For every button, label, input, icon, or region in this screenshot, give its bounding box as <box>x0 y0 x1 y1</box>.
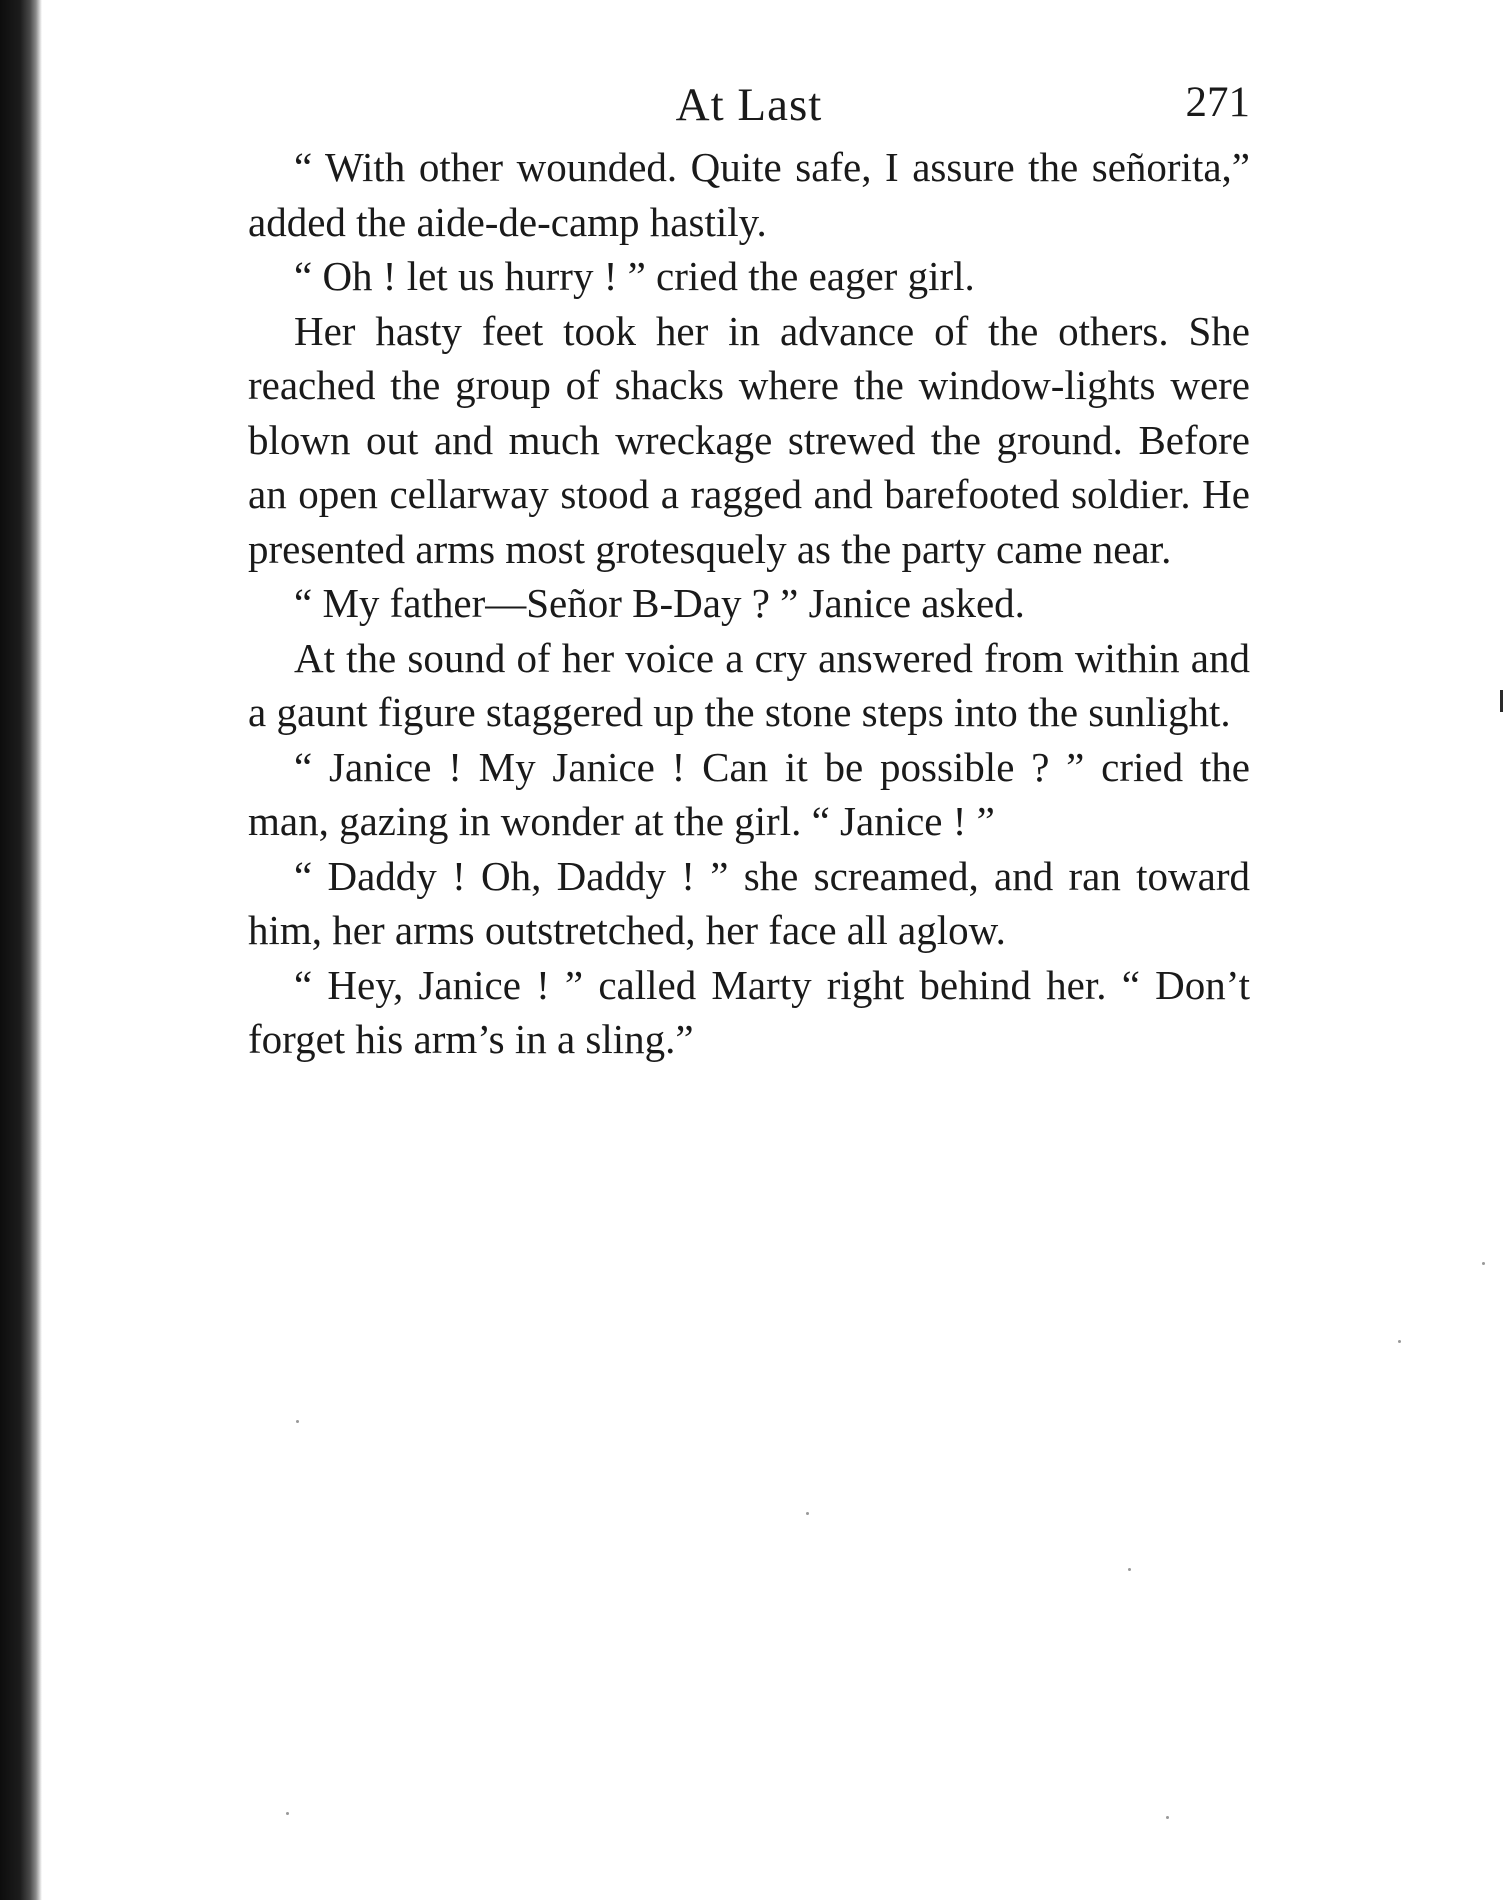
paragraph: At the sound of her voice a cry answered from within and a gaunt figure staggered up the stone steps into the sunlight. <box>248 634 1250 735</box>
book-binding-edge <box>0 0 42 1900</box>
book-page <box>248 78 1250 1067</box>
paper-speck <box>806 1512 809 1515</box>
paragraph: “ Hey, Janice ! ” called Marty right behind her. “ Don’t forget his arm’s in a sling.” <box>248 961 1250 1062</box>
running-head <box>248 78 1250 138</box>
paper-speck <box>296 1420 299 1423</box>
margin-mark <box>1500 690 1503 712</box>
paper-speck <box>1128 1568 1131 1571</box>
paragraph: “ With other wounded. Quite safe, I assure the señorita,” added the aide-de-camp hastily. <box>248 144 1250 245</box>
page-number: 271 <box>1185 79 1250 126</box>
paper-speck <box>1482 1262 1485 1265</box>
paragraph: “ My father—Señor B-Day ? ” Janice asked. <box>294 580 1025 626</box>
paragraph: Her hasty feet took her in advance of the others. She reached the group of shacks where the window-lights were blown out and much wreckage strewed the ground. Before an open cellarway stood a ragged and barefooted soldier. He presented arms most grotesquely as the party came near. <box>248 307 1250 572</box>
paper-speck <box>1398 1340 1401 1343</box>
body-text <box>248 140 1250 1067</box>
paper-speck <box>1166 1816 1169 1819</box>
paper-speck <box>286 1812 289 1815</box>
running-title: At Last <box>675 79 823 131</box>
paragraph: “ Janice ! My Janice ! Can it be possible ? ” cried the man, gazing in wonder at the girl. “ Janice ! ” <box>248 743 1250 844</box>
paragraph: “ Oh ! let us hurry ! ” cried the eager girl. <box>294 253 975 299</box>
paragraph: “ Daddy ! Oh, Daddy ! ” she screamed, and ran toward him, her arms outstretched, her face all aglow. <box>248 852 1250 953</box>
